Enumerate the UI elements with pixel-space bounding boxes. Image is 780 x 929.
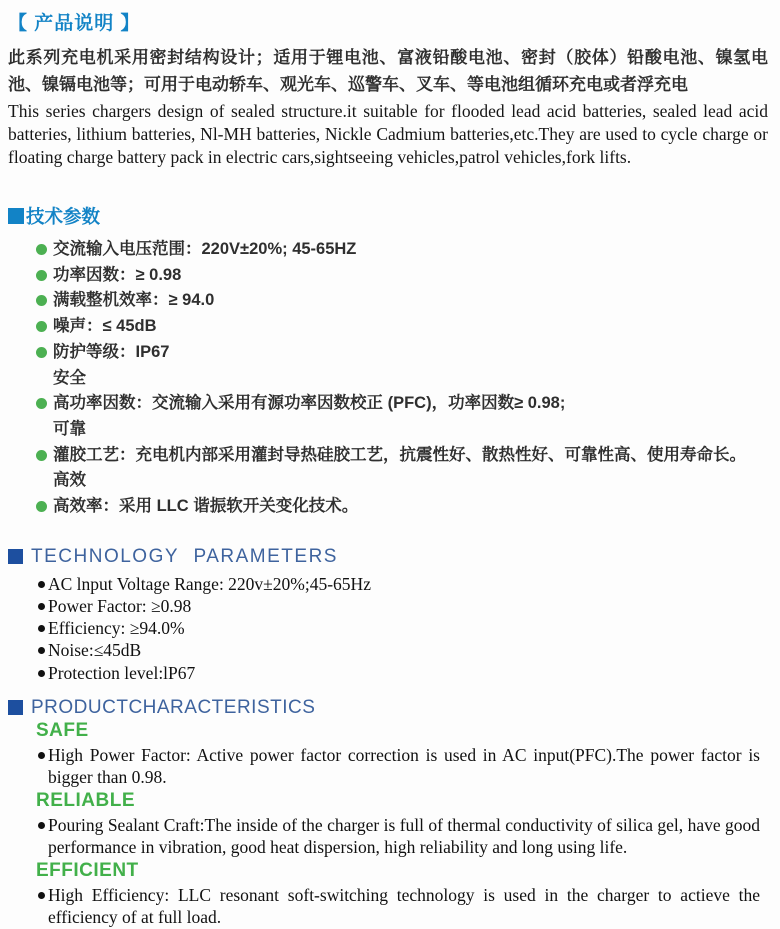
- characteristic-item-text: High Power Factor: Active power factor correction is used in AC input(PFC).The power factor is bigger than 0.98.: [48, 744, 760, 788]
- technology-parameters-list: [38, 573, 768, 684]
- characteristic-item: [38, 884, 760, 929]
- green-bullet-icon: [36, 450, 47, 461]
- black-bullet-icon: [38, 625, 45, 632]
- black-bullet-icon: [38, 647, 45, 654]
- parameter-item: [38, 595, 768, 617]
- parameter-item-text: AC lnput Voltage Range: 220v±20%;45-65Hz: [48, 573, 371, 594]
- spec-item-text: 可靠: [53, 419, 86, 438]
- section-square-icon: [8, 208, 24, 224]
- parameter-item: [38, 573, 768, 595]
- green-bullet-icon: [36, 244, 47, 255]
- spec-item-text: 高功率因数：交流输入采用有源功率因数校正 (PFC)，功率因数≥ 0.98;: [53, 394, 566, 413]
- technology-parameters-title: TECHNOLOGY PARAMETERS: [31, 545, 338, 567]
- tech-params-zh-title: 技术参数: [26, 206, 101, 227]
- spec-item-continuation: [36, 417, 768, 443]
- green-bullet-icon: [36, 321, 47, 332]
- spec-item: [36, 443, 768, 469]
- spec-item-text: 满载整机效率：≥ 94.0: [53, 291, 215, 310]
- technology-parameters-header: [8, 546, 768, 568]
- characteristic-heading-safe: SAFE: [36, 719, 89, 741]
- spec-item: [36, 237, 768, 263]
- product-description-title: 【 产品说明 】: [8, 13, 141, 34]
- product-characteristics-title: PRODUCTCHARACTERISTICS: [31, 696, 316, 718]
- green-bullet-icon: [36, 347, 47, 358]
- green-bullet-icon: [36, 295, 47, 306]
- green-bullet-icon: [36, 501, 47, 512]
- characteristic-item: [38, 814, 760, 859]
- parameter-item: [38, 662, 768, 684]
- spec-item: [36, 263, 768, 289]
- black-bullet-icon: [38, 581, 45, 588]
- spec-item: [36, 340, 768, 366]
- parameter-item-text: Efficiency: ≥94.0%: [48, 618, 185, 639]
- tech-params-zh-header: [8, 203, 768, 229]
- spec-item-text: 防护等级：IP67: [53, 342, 170, 361]
- spec-item-text: 安全: [53, 368, 86, 387]
- characteristic-heading-efficient: EFFICIENT: [36, 859, 139, 881]
- black-bullet-icon: [38, 822, 45, 829]
- spec-item: [36, 391, 768, 417]
- spec-item-text: 交流输入电压范围：220V±20%; 45-65HZ: [53, 240, 357, 258]
- characteristic-item: [38, 744, 760, 789]
- green-bullet-icon: [36, 398, 47, 409]
- spec-item-continuation: [36, 366, 768, 392]
- characteristic-item-text: Pouring Sealant Craft:The inside of the charger is full of thermal conductivity of silica gel, have good performance in vibration, good heat dispersion, high reliability and long using life.: [48, 814, 760, 858]
- black-bullet-icon: [38, 752, 45, 759]
- product-description-en: This series chargers design of sealed structure.it suitable for flooded lead acid batteries, sealed lead acid batteries, lithium batteries, Nl-MH batteries, Nickle Cadmium batteries,etc.They are used to cycle charge or floating charge battery pack in electric cars,sightseeing vehicles,patrol vehicles,fork lifts.: [8, 101, 768, 167]
- section-square-icon: [8, 549, 23, 564]
- parameter-item: [38, 639, 768, 661]
- characteristic-heading-reliable: RELIABLE: [36, 789, 135, 811]
- parameter-item: [38, 617, 768, 639]
- spec-item-text: 噪声：≤ 45dB: [53, 317, 157, 336]
- spec-item: [36, 288, 768, 314]
- green-bullet-icon: [36, 270, 47, 281]
- product-description-zh: 此系列充电机采用密封结构设计；适用于锂电池、富液铅酸电池、密封（胶体）铅酸电池、镍氢电池、镍镉电池等；可用于电动轿车、观光车、巡警车、叉车、等电池组循环充电或者浮充电: [8, 48, 768, 94]
- black-bullet-icon: [38, 892, 45, 899]
- spec-item-text: 高效: [53, 471, 86, 490]
- tech-params-zh-list: [36, 237, 768, 520]
- characteristic-item-text: High Efficiency: LLC resonant soft-switching technology is used in the charger to actieve the efficiency of at full load.: [48, 884, 760, 928]
- parameter-item-text: Noise:≤45dB: [48, 640, 142, 661]
- parameter-item-text: Power Factor: ≥0.98: [48, 595, 192, 616]
- spec-item-text: 功率因数：≥ 0.98: [53, 265, 182, 284]
- section-square-icon: [8, 700, 23, 715]
- spec-item-continuation: [36, 468, 768, 494]
- spec-item: [36, 494, 768, 520]
- black-bullet-icon: [38, 670, 45, 677]
- parameter-item-text: Protection level:lP67: [48, 662, 196, 683]
- product-characteristics-header: [8, 697, 768, 719]
- spec-item-text: 高效率：采用 LLC 谐振软开关变化技术。: [53, 497, 359, 516]
- spec-item-text: 灌胶工艺：充电机内部采用灌封导热硅胶工艺，抗震性好、散热性好、可靠性高、使用寿命长。: [53, 445, 746, 464]
- black-bullet-icon: [38, 603, 45, 610]
- spec-item: [36, 314, 768, 340]
